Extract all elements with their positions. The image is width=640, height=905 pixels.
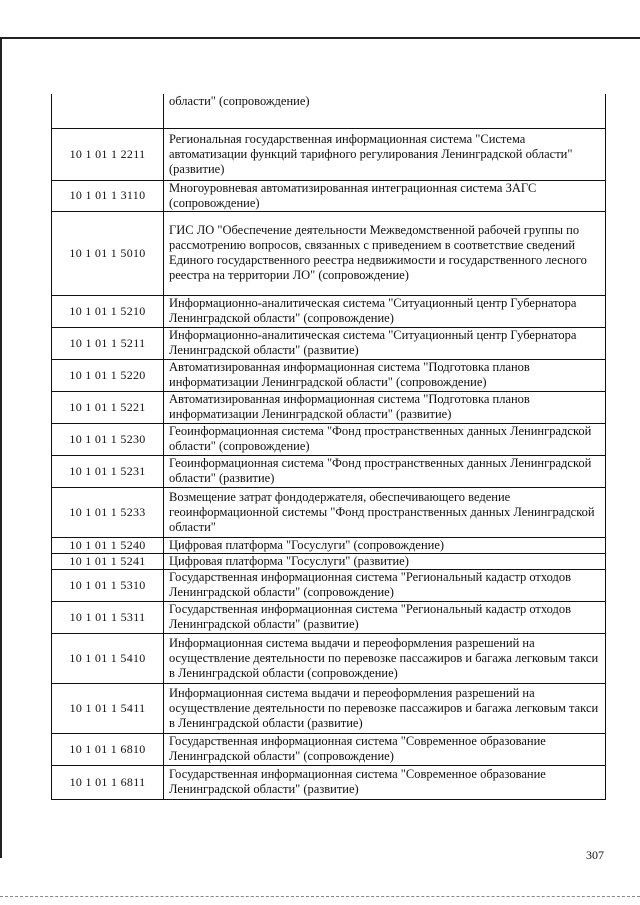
description-cell: Информационно-аналитическая система "Ситуационный центр Губернатора Ленинградской области" (сопровождение)	[164, 295, 606, 327]
table-row	[52, 391, 606, 423]
description-cell: области" (сопровождение)	[164, 94, 606, 128]
code-cell: 10 1 01 1 5231	[52, 455, 164, 487]
scan-edge-top	[0, 37, 640, 39]
code-cell: 10 1 01 1 5410	[52, 633, 164, 683]
description-cell: Информационная система выдачи и переоформления разрешений на осуществление деятельности по перевозке пассажиров и багажа легковым такси в Ленинградской области (сопровождение)	[164, 633, 606, 683]
description-cell: Государственная информационная система "Региональный кадастр отходов Ленинградской области" (сопровождение)	[164, 569, 606, 601]
code-cell: 10 1 01 1 5240	[52, 537, 164, 553]
scan-edge-left	[0, 38, 8, 858]
table-row	[52, 128, 606, 180]
table-row	[52, 683, 606, 733]
description-cell: Цифровая платформа "Госуслуги" (сопровождение)	[164, 537, 606, 553]
table-row	[52, 553, 606, 569]
table-row	[52, 327, 606, 359]
code-cell	[52, 94, 164, 128]
table-row	[52, 295, 606, 327]
table-row	[52, 765, 606, 799]
description-cell: Информационная система выдачи и переоформления разрешений на осуществление деятельности по перевозке пассажиров и багажа легковым такси в Ленинградской области (развитие)	[164, 683, 606, 733]
code-cell: 10 1 01 1 5010	[52, 211, 164, 295]
page-number: 307	[586, 848, 604, 862]
table-row	[52, 94, 606, 128]
code-cell: 10 1 01 1 3110	[52, 180, 164, 211]
code-cell: 10 1 01 1 5311	[52, 601, 164, 633]
table-row	[52, 359, 606, 391]
code-cell: 10 1 01 1 5411	[52, 683, 164, 733]
code-cell: 10 1 01 1 2211	[52, 128, 164, 180]
description-cell: Государственная информационная система "Современное образование Ленинградской области" (сопровождение)	[164, 733, 606, 765]
table-row	[52, 537, 606, 553]
budget-codes-table	[51, 94, 606, 800]
table-row	[52, 180, 606, 211]
description-cell: Государственная информационная система "Региональный кадастр отходов Ленинградской области" (развитие)	[164, 601, 606, 633]
code-cell: 10 1 01 1 5310	[52, 569, 164, 601]
table-row	[52, 455, 606, 487]
description-cell: Геоинформационная система "Фонд пространственных данных Ленинградской области" (развитие)	[164, 455, 606, 487]
description-cell: ГИС ЛО "Обеспечение деятельности Межведомственной рабочей группы по рассмотрению вопросов, связанных с приведением в соответствие сведений Единого государственного реестра недвижимости и государственного лесного реестра на территории ЛО" (сопровождение)	[164, 211, 606, 295]
description-cell: Автоматизированная информационная система "Подготовка планов информатизации Ленинградской области" (сопровождение)	[164, 359, 606, 391]
code-cell: 10 1 01 1 6811	[52, 765, 164, 799]
table-row	[52, 601, 606, 633]
description-cell: Геоинформационная система "Фонд пространственных данных Ленинградской области" (сопровождение)	[164, 423, 606, 455]
description-cell: Региональная государственная информационная система "Система автоматизации функций тарифного регулирования Ленинградской области" (развитие)	[164, 128, 606, 180]
code-cell: 10 1 01 1 6810	[52, 733, 164, 765]
table-body	[52, 94, 606, 799]
code-cell: 10 1 01 1 5241	[52, 553, 164, 569]
description-cell: Информационно-аналитическая система "Ситуационный центр Губернатора Ленинградской области" (развитие)	[164, 327, 606, 359]
description-cell: Государственная информационная система "Современное образование Ленинградской области" (развитие)	[164, 765, 606, 799]
table-row	[52, 423, 606, 455]
code-cell: 10 1 01 1 5220	[52, 359, 164, 391]
description-cell: Цифровая платформа "Госуслуги" (развитие)	[164, 553, 606, 569]
scan-edge-bottom	[0, 896, 640, 897]
code-cell: 10 1 01 1 5211	[52, 327, 164, 359]
code-cell: 10 1 01 1 5233	[52, 487, 164, 537]
code-cell: 10 1 01 1 5210	[52, 295, 164, 327]
table-row	[52, 733, 606, 765]
description-cell: Возмещение затрат фондодержателя, обеспечивающего ведение геоинформационной системы "Фонд пространственных данных Ленинградской области"	[164, 487, 606, 537]
table-row	[52, 569, 606, 601]
description-cell: Автоматизированная информационная система "Подготовка планов информатизации Ленинградской области" (развитие)	[164, 391, 606, 423]
code-cell: 10 1 01 1 5230	[52, 423, 164, 455]
description-cell: Многоуровневая автоматизированная интеграционная система ЗАГС (сопровождение)	[164, 180, 606, 211]
table-row	[52, 487, 606, 537]
table-row	[52, 211, 606, 295]
table-row	[52, 633, 606, 683]
code-cell: 10 1 01 1 5221	[52, 391, 164, 423]
